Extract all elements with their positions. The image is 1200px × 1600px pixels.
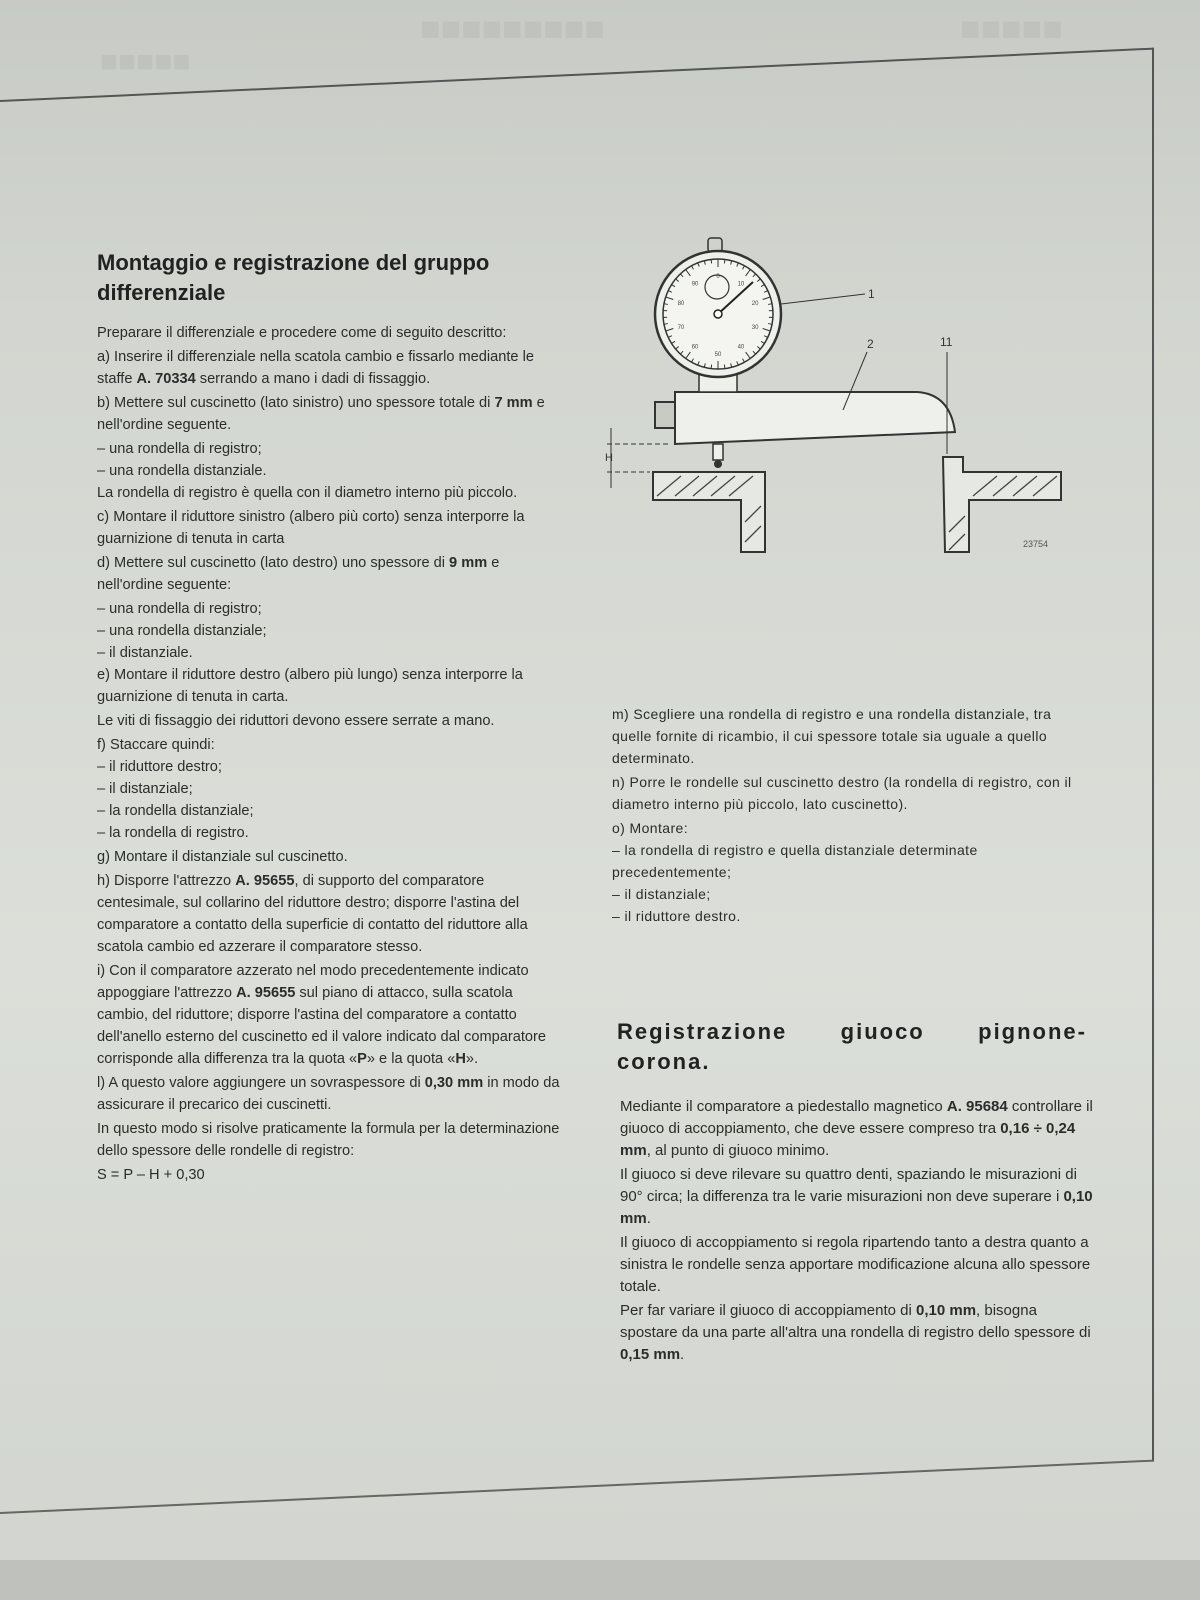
step-d-text-end: e nell'ordine seguente: (97, 555, 500, 593)
knob (655, 402, 675, 428)
text: . (646, 1210, 651, 1227)
step-i-text-mid: sul piano di attacco, sulla scatola cambio, del riduttore; disporre l'astina del comparatore a contatto dell'anello esterno del cuscinetto ed il valore indicato dal comparatore corrisponde alla differenza tra la quota « (97, 985, 546, 1067)
text: , al punto di giuoco minimo. (646, 1142, 830, 1159)
tool-code: A. 95655 (235, 873, 295, 889)
label-2: 2 (867, 337, 874, 351)
step-a (97, 346, 565, 390)
step-g: g) Montare il distanziale sul cuscinetto. (97, 849, 348, 865)
list-item: – il distanziale; (97, 781, 193, 797)
step-h-text-end: , di supporto del comparatore centesimale, sul collarino del riduttore destro; disporre l'astina del comparatore a contatto della superficie di contatto del riduttore alla scatola cambio ed azzerare il comparatore stesso. (97, 873, 528, 955)
stem (713, 444, 723, 460)
paragraph (620, 1300, 1098, 1366)
step-l-text-end: in modo da assicurare il precarico dei cuscinetti. (97, 1075, 560, 1113)
step-c: c) Montare il riduttore sinistro (albero più corto) senza interporre la guarnizione di tenuta in carta (97, 509, 525, 547)
step-i (97, 960, 565, 1070)
max-difference: 0,10 mm (620, 1188, 1093, 1227)
tool-code: A. 95655 (236, 985, 296, 1001)
quota-h: H (455, 1051, 466, 1067)
paragraph (620, 1096, 1098, 1162)
thickness-value: 0,30 mm (424, 1075, 484, 1091)
list-item: – la rondella di registro e quella distanziale determinate precedentemente; (612, 842, 978, 880)
step-e: e) Montare il riduttore destro (albero più lungo) senza interporre la guarnizione di tenuta in carta. (97, 667, 523, 705)
step-h-text: h) Disporre l'attrezzo (97, 873, 236, 889)
dial-number: 70 (677, 325, 685, 332)
right-column-backlash (620, 1096, 1098, 1368)
tolerance-range: 0,16 ÷ 0,24 mm (620, 1120, 1076, 1159)
section-title (97, 248, 577, 308)
step-i-text-mid2: » e la quota « (366, 1051, 456, 1067)
text: controllare il giuoco di accoppiamento, che deve essere compreso tra (620, 1098, 1093, 1137)
step-f: f) Staccare quindi: (97, 737, 215, 753)
list-item: – una rondella distanziale. (97, 463, 267, 479)
needle-hub (714, 310, 722, 318)
show-through-text: ■■■■■ (960, 10, 1063, 48)
step-m: m) Scegliere una rondella di registro e una rondella distanziale, tra quelle fornite di ricambio, il cui spessore totale sia uguale a quello determinato. (612, 706, 1052, 766)
text: , bisogna spostare da una parte all'altra una rondella di registro dello spessore di (620, 1302, 1091, 1341)
step-b (97, 392, 565, 436)
heading-line-2: corona. (617, 1049, 711, 1074)
list-item: – la rondella distanziale; (97, 803, 254, 819)
dial-number: 30 (751, 325, 759, 332)
dial-number: 60 (691, 344, 699, 351)
dial-number: 20 (751, 300, 759, 307)
list-item: – il distanziale. (97, 645, 193, 661)
backlash-change: 0,10 mm (916, 1302, 977, 1319)
list-item: – una rondella di registro; (97, 441, 262, 457)
step-n: n) Porre le rondelle sul cuscinetto destro (la rondella di registro, con il diametro interno più piccolo, lato cuscinetto). (612, 774, 1072, 812)
list-item: – la rondella di registro. (97, 825, 249, 841)
right-column-steps (612, 703, 1090, 927)
section-heading-backlash (617, 1017, 1087, 1077)
title-line-2: differenziale (97, 280, 226, 305)
washer-thickness: 0,15 mm (620, 1346, 681, 1363)
text: Mediante il comparatore a piedestallo magnetico (620, 1098, 947, 1115)
list-item: – il riduttore destro; (97, 759, 222, 775)
text: Il giuoco si deve rilevare su quattro denti, spaziando le misurazioni di 90° circa; la differenza tra le varie misurazioni non deve superare i (620, 1166, 1077, 1205)
dial-tick (711, 365, 712, 369)
leader-1 (781, 294, 865, 304)
dial-tick (724, 365, 725, 369)
text: . (680, 1346, 685, 1363)
title-line-1: Montaggio e registrazione del gruppo (97, 250, 490, 275)
dial-number: 10 (737, 281, 745, 288)
dial-number: 0 (716, 274, 720, 280)
housing-left (653, 472, 765, 552)
label-h: H (605, 452, 613, 464)
thickness-value: 9 mm (449, 555, 488, 571)
dial-number: 90 (691, 281, 699, 288)
step-d-text: d) Mettere sul cuscinetto (lato destro) uno spessore di (97, 555, 450, 571)
paragraph: Il giuoco di accoppiamento si regola ripartendo tanto a destra quanto a sinistra le rondelle senza apportare modificazione alcuna allo spessore totale. (620, 1234, 1091, 1295)
step-d (97, 552, 565, 596)
left-column (97, 322, 565, 1188)
step-b-note: La rondella di registro è quella con il diametro interno più piccolo. (97, 485, 518, 501)
step-l-text: l) A questo valore aggiungere un sovraspessore di (97, 1075, 425, 1091)
dial-gauge-figure (605, 232, 1105, 577)
step-b-text-end: e nell'ordine seguente. (97, 395, 545, 433)
dial-tick (724, 259, 725, 263)
thickness-value: 7 mm (494, 395, 533, 411)
step-a-text: a) Inserire il differenziale nella scatola cambio e fissarlo mediante le staffe (97, 349, 534, 387)
step-h (97, 870, 565, 958)
step-i-text-end: ». (465, 1051, 479, 1067)
quota-p: P (357, 1051, 367, 1067)
list-item: – una rondella di registro; (97, 601, 262, 617)
formula-intro: In questo modo si risolve praticamente la formula per la determinazione dello spessore delle rondelle di registro: (97, 1121, 560, 1159)
figure-reference: 23754 (1023, 539, 1049, 549)
label-11: 11 (940, 335, 953, 349)
step-e-note: Le viti di fissaggio dei riduttori devono essere serrate a mano. (97, 713, 495, 729)
tool-code: A. 95684 (946, 1098, 1008, 1115)
list-item: – una rondella distanziale; (97, 623, 267, 639)
show-through-text: ■■■■■■■■■ (420, 10, 605, 48)
step-a-text-end: serrando a mano i dadi di fissaggio. (195, 371, 431, 387)
support-bar (675, 392, 955, 444)
tool-code: A. 70334 (136, 371, 196, 387)
dial-number: 80 (677, 300, 685, 307)
step-i-text: i) Con il comparatore azzerato nel modo precedentemente indicato appoggiare l'attrezzo (97, 963, 529, 1001)
label-1: 1 (868, 287, 875, 301)
intro-paragraph: Preparare il differenziale e procedere come di seguito descritto: (97, 325, 507, 341)
dial-number: 40 (737, 344, 745, 351)
paragraph (620, 1164, 1098, 1230)
text: Per far variare il giuoco di accoppiamento di (620, 1302, 916, 1319)
dial-gauge-diagram (605, 232, 1105, 577)
dial-number: 50 (714, 352, 722, 358)
stem-tip (714, 460, 722, 468)
dial-tick (711, 259, 712, 263)
formula: S = P – H + 0,30 (97, 1167, 205, 1183)
step-l (97, 1072, 565, 1116)
list-item: – il riduttore destro. (612, 908, 741, 924)
table-surface (0, 1560, 1200, 1600)
step-b-text: b) Mettere sul cuscinetto (lato sinistro) uno spessore totale di (97, 395, 495, 411)
list-item: – il distanziale; (612, 886, 711, 902)
step-o: o) Montare: (612, 820, 688, 836)
heading-line-1: Registrazione giuoco pignone- (617, 1019, 1087, 1044)
show-through-text: ■■■■■ (100, 45, 191, 78)
